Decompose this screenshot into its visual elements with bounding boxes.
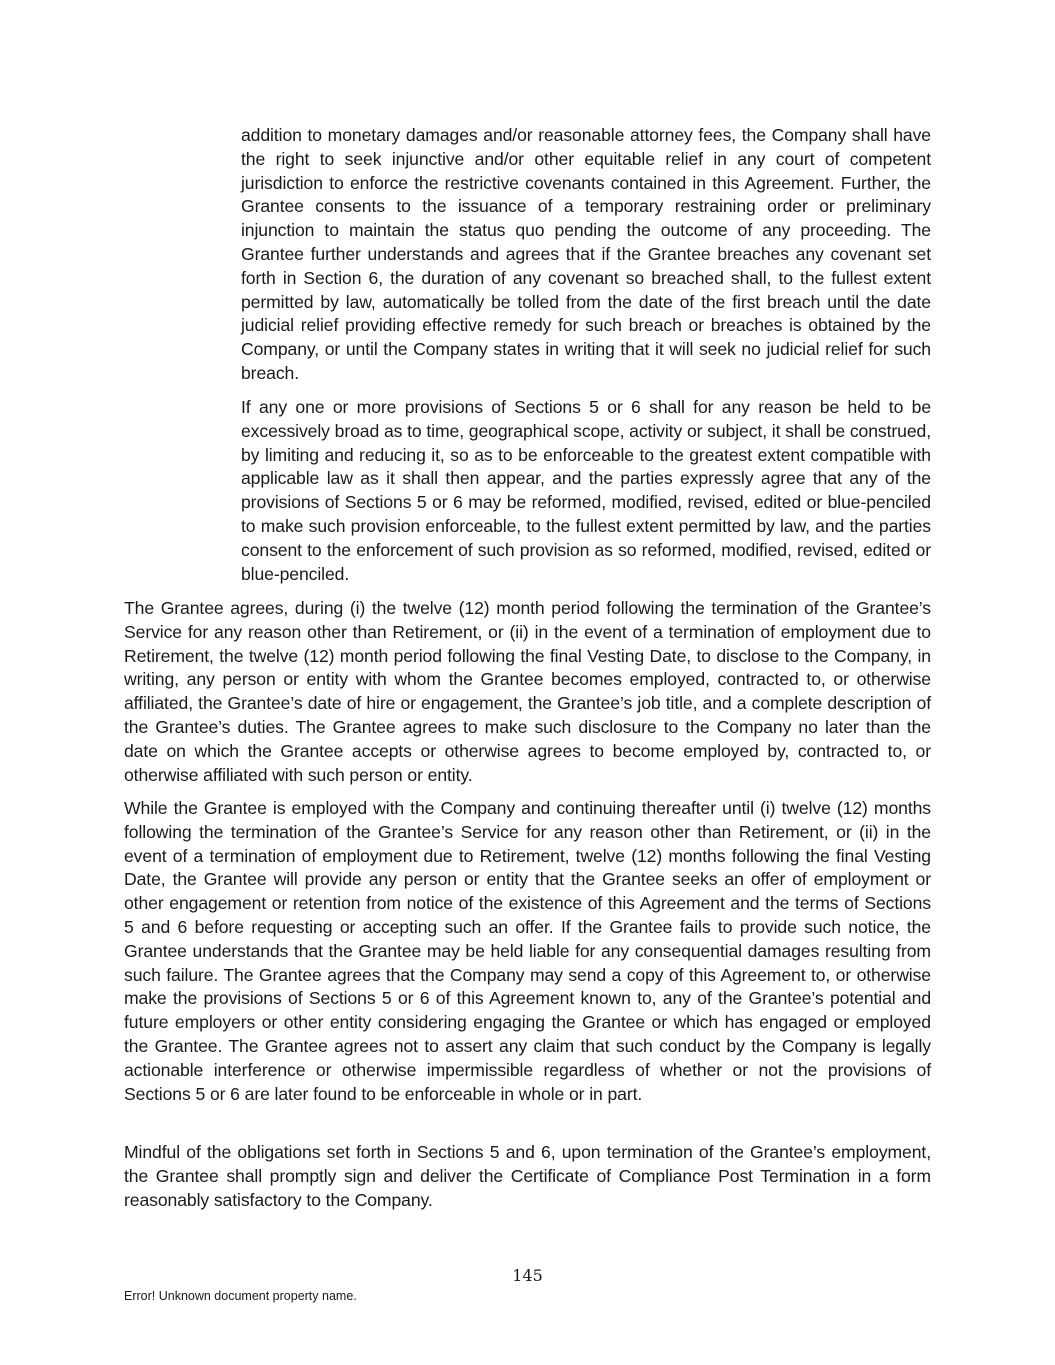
footer-note: Error! Unknown document property name. <box>124 1289 357 1303</box>
page-number: 145 <box>512 1266 543 1285</box>
paragraph-certificate-of-compliance: Mindful of the obligations set forth in Sections 5 and 6, upon termination of the Grantee’s employment, the Grantee shall promptly sign and deliver the Certificate of Compliance Post Termination in a form reasonably satisfactory to the Company. <box>124 1142 931 1210</box>
paragraph-reformation: If any one or more provisions of Sections 5 or 6 shall for any reason be held to be excessively broad as to time, geographical scope, activity or subject, it shall be construed, by limiting and reducing it, so as to be enforceable to the greatest extent compatible with applicable law as it shall then appear, and the parties expressly agree that any of the provisions of Sections 5 or 6 may be reformed, modified, revised, edited or blue-penciled to make such provision enforceable, to the fullest extent permitted by law, and the parties consent to the enforcement of such provision as so reformed, modified, revised, edited or blue-penciled. <box>241 397 931 584</box>
paragraph-injunctive-relief: addition to monetary damages and/or reasonable attorney fees, the Company shall have the right to seek injunctive and/or other equitable relief in any court of competent jurisdiction to enforce the restrictive covenants contained in this Agreement. Further, the Grantee consents to the issuance of a temporary restraining order or preliminary injunction to maintain the status quo pending the outcome of any proceeding. The Grantee further understands and agrees that if the Grantee breaches any covenant set forth in Section 6, the duration of any covenant so breached shall, to the fullest extent permitted by law, automatically be tolled from the date of the first breach until the date judicial relief providing effective remedy for such breach or breaches is obtained by the Company, or until the Company states in writing that it will seek no judicial relief for such breach. <box>241 125 931 383</box>
paragraph-notice-to-employers: While the Grantee is employed with the Company and continuing thereafter until (i) twelve (12) months following the termination of the Grantee’s Service for any reason other than Retirement, or (ii) in the event of a termination of employment due to Retirement, twelve (12) months following the final Vesting Date, the Grantee will provide any person or entity that the Grantee seeks an offer of employment or other engagement or retention from notice of the existence of this Agreement and the terms of Sections 5 and 6 before requesting or accepting such an offer. If the Grantee fails to provide such notice, the Grantee understands that the Grantee may be held liable for any consequential damages resulting from such failure. The Grantee agrees that the Company may send a copy of this Agreement to, or otherwise make the provisions of Sections 5 or 6 of this Agreement known to, any of the Grantee’s potential and future employers or other entity considering engaging the Grantee or which has engaged or employed the Grantee. The Grantee agrees not to assert any claim that such conduct by the Company is legally actionable interference or otherwise impermissible regardless of whether or not the provisions of Sections 5 or 6 are later found to be enforceable in whole or in part. <box>124 798 931 1104</box>
paragraph-disclosure: The Grantee agrees, during (i) the twelve (12) month period following the termination of the Grantee’s Service for any reason other than Retirement, or (ii) in the event of a termination of employment due to Retirement, the twelve (12) month period following the final Vesting Date, to disclose to the Company, in writing, any person or entity with whom the Grantee becomes employed, contracted to, or otherwise affiliated, the Grantee’s date of hire or engagement, the Grantee’s job title, and a complete description of the Grantee’s duties. The Grantee agrees to make such disclosure to the Company no later than the date on which the Grantee accepts or otherwise agrees to become employed by, contracted to, or otherwise affiliated with such person or entity. <box>124 598 931 785</box>
